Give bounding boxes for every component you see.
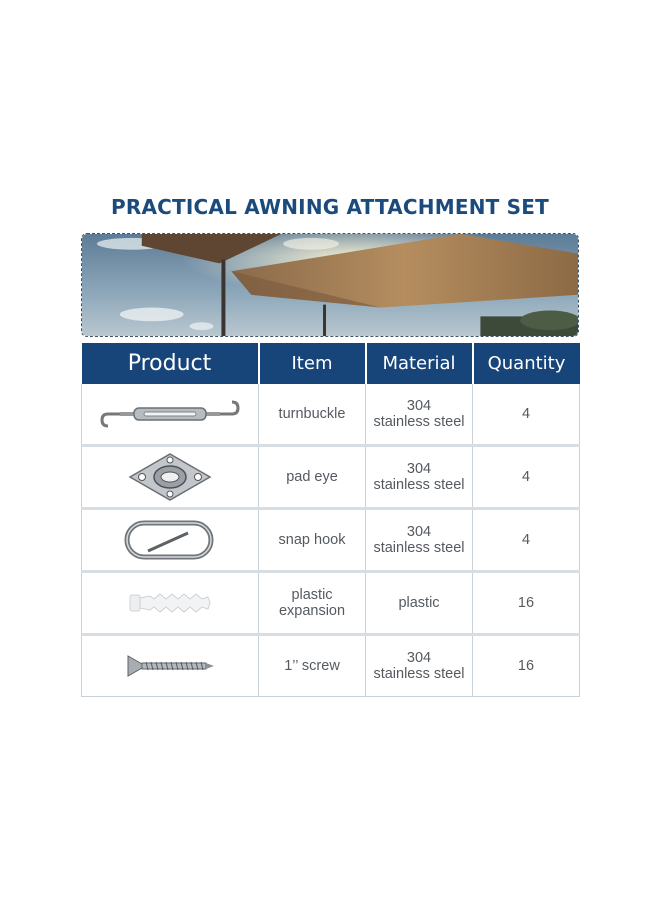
- table-header-row: [82, 343, 580, 384]
- product-image-cell: [82, 446, 259, 509]
- material-line: stainless steel: [373, 477, 465, 493]
- item-line: expansion: [278, 603, 346, 619]
- plastic-expansion-icon: [128, 590, 212, 616]
- attachment-spec-table: [81, 343, 580, 697]
- material-cell: [366, 446, 473, 509]
- material-line: stainless steel: [373, 666, 465, 682]
- turnbuckle-icon: [100, 399, 240, 429]
- material-cell: [366, 635, 473, 697]
- quantity-cell: 16: [473, 572, 580, 635]
- table-row: [82, 446, 580, 509]
- header-item: Item: [259, 343, 366, 384]
- header-product: Product: [82, 343, 259, 384]
- header-quantity: Quantity: [473, 343, 580, 384]
- material-cell: [366, 509, 473, 572]
- screw-icon: [124, 653, 216, 679]
- quantity-cell: 4: [473, 446, 580, 509]
- item-cell: pad eye: [259, 446, 366, 509]
- product-image-cell: [82, 384, 259, 446]
- table-row: [82, 635, 580, 697]
- awning-photo-banner: [81, 233, 579, 337]
- material-cell: [366, 384, 473, 446]
- pad-eye-icon: [128, 452, 212, 502]
- material-line: 304: [406, 524, 432, 540]
- header-material: Material: [366, 343, 473, 384]
- material-line: 304: [406, 650, 432, 666]
- shade-sail-photo: [82, 234, 578, 336]
- quantity-cell: 4: [473, 509, 580, 572]
- page-title: PRACTICAL AWNING ATTACHMENT SET: [111, 195, 549, 219]
- snap-hook-icon: [124, 517, 216, 563]
- material-line: 304: [406, 398, 432, 414]
- item-cell: snap hook: [259, 509, 366, 572]
- table-row: [82, 572, 580, 635]
- item-cell: [259, 572, 366, 635]
- material-line: 304: [406, 461, 432, 477]
- item-line: plastic: [291, 587, 333, 603]
- product-image-cell: [82, 572, 259, 635]
- table-row: [82, 509, 580, 572]
- quantity-cell: 4: [473, 384, 580, 446]
- quantity-cell: 16: [473, 635, 580, 697]
- material-line: stainless steel: [373, 414, 465, 430]
- table-row: [82, 384, 580, 446]
- material-line: stainless steel: [373, 540, 465, 556]
- product-image-cell: [82, 509, 259, 572]
- material-cell: plastic: [366, 572, 473, 635]
- item-cell: 1’’ screw: [259, 635, 366, 697]
- item-cell: turnbuckle: [259, 384, 366, 446]
- product-image-cell: [82, 635, 259, 697]
